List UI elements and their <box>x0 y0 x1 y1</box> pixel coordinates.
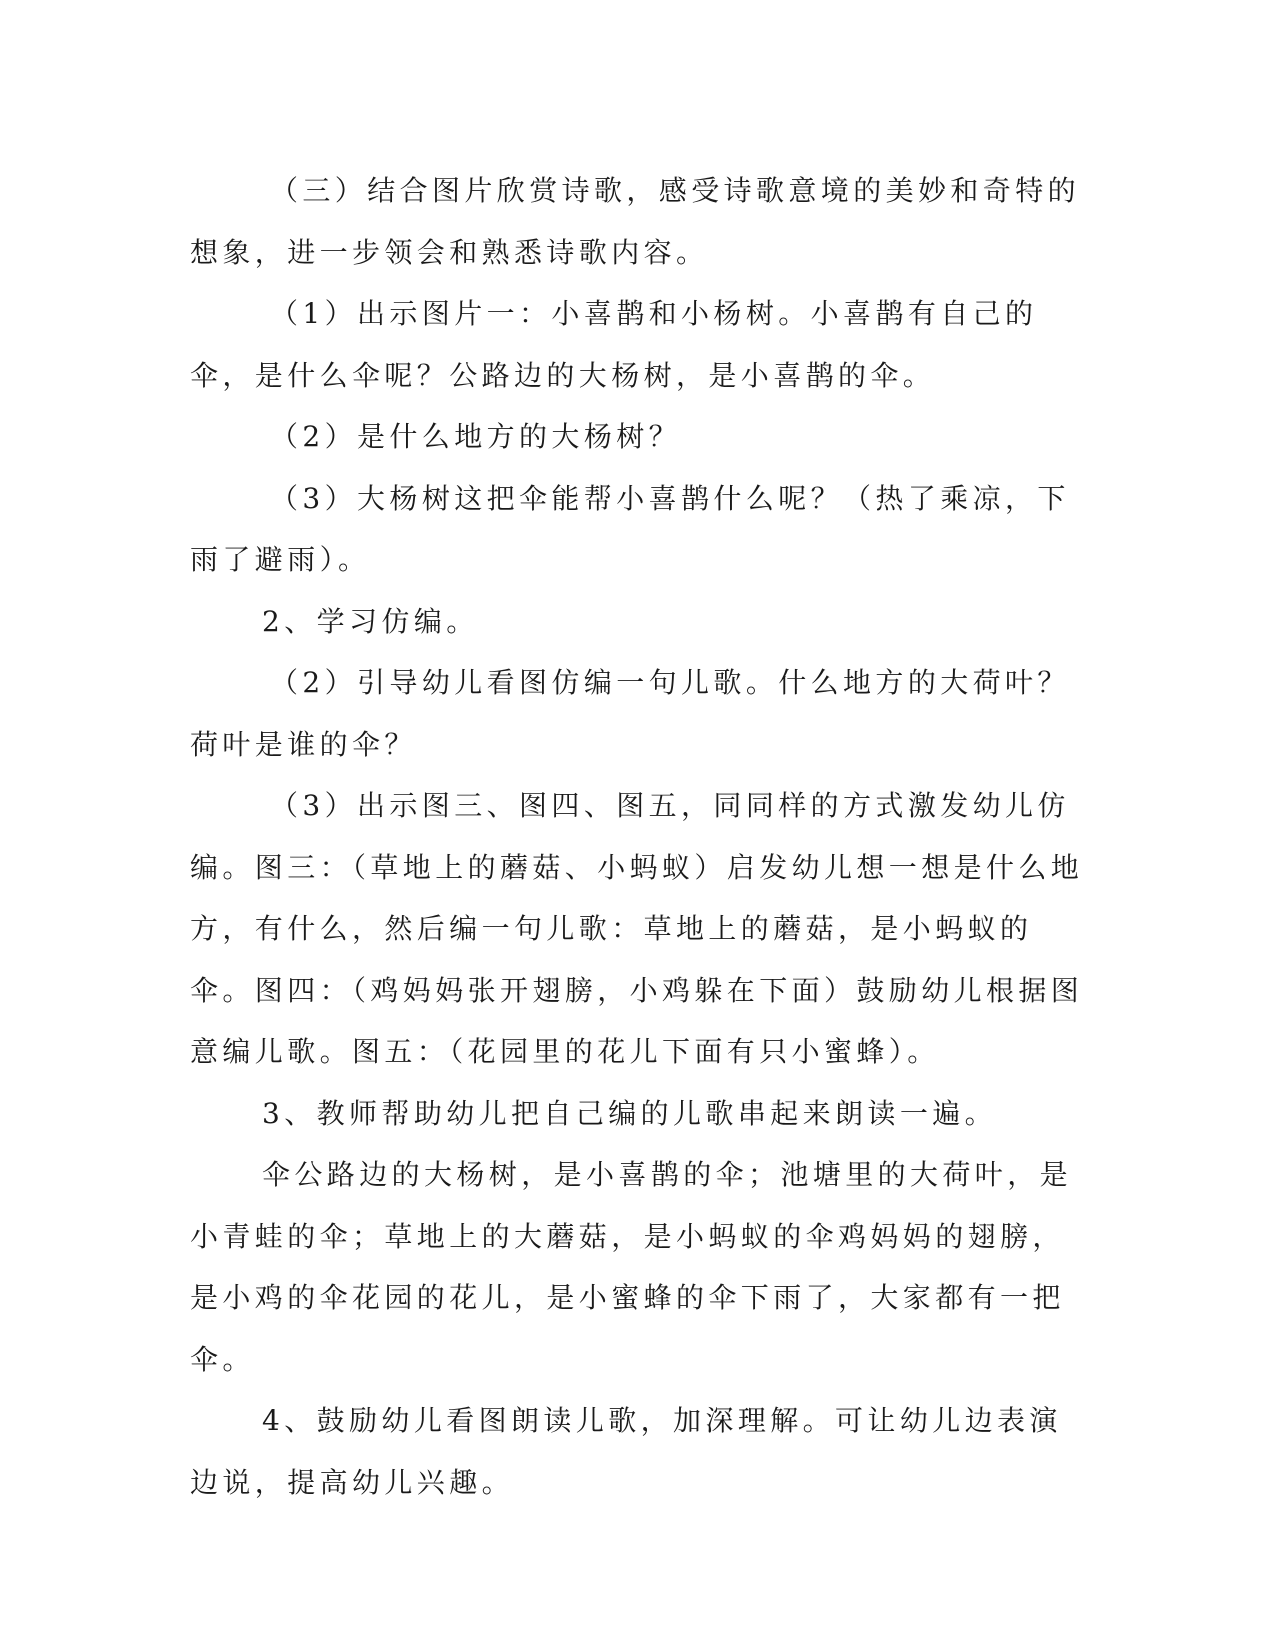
paragraph-section-three: （三）结合图片欣赏诗歌，感受诗歌意境的美妙和奇特的想象，进一步领会和熟悉诗歌内容。 <box>190 174 1081 269</box>
paragraph-step-2: 2、学习仿编。 <box>262 604 479 638</box>
paragraph-step-4: 4、鼓励幼儿看图朗读儿歌，加深理解。可让幼儿边表演边说，提高幼儿兴趣。 <box>190 1404 1062 1499</box>
paragraph-item-3: （3）大杨树这把伞能帮小喜鹊什么呢？（热了乘凉，下雨了避雨）。 <box>190 481 1070 576</box>
paragraph-step-2-item-2: （2）引导幼儿看图仿编一句儿歌。什么地方的大荷叶？荷叶是谁的伞？ <box>190 666 1070 761</box>
paragraph-poem: 伞公路边的大杨树，是小喜鹊的伞；池塘里的大荷叶，是小青蛙的伞；草地上的大蘑菇，是小蚂蚁的伞鸡妈妈的翅膀，是小鸡的伞花园的花儿，是小蜜蜂的伞下雨了，大家都有一把伞。 <box>190 1158 1073 1376</box>
paragraph-item-1: （1）出示图片一：小喜鹊和小杨树。小喜鹊有自己的伞，是什么伞呢？公路边的大杨树，是小喜鹊的伞。 <box>190 297 1038 392</box>
paragraph-item-2: （2）是什么地方的大杨树？ <box>270 420 682 453</box>
body-text <box>190 160 1090 1513</box>
paragraph-step-3: 3、教师帮助幼儿把自己编的儿歌串起来朗读一遍。 <box>262 1096 998 1130</box>
paragraph-step-2-item-3: （3）出示图三、图四、图五，同同样的方式激发幼儿仿编。图三：（草地上的蘑菇、小蚂蚁）启发幼儿想一想是什么地方，有什么，然后编一句儿歌：草地上的蘑菇，是小蚂蚁的伞。图四：（鸡妈妈张开翅膀，小鸡躲在下面）鼓励幼儿根据图意编儿歌。图五：（花园里的花儿下面有只小蜜蜂）。 <box>190 789 1084 1068</box>
